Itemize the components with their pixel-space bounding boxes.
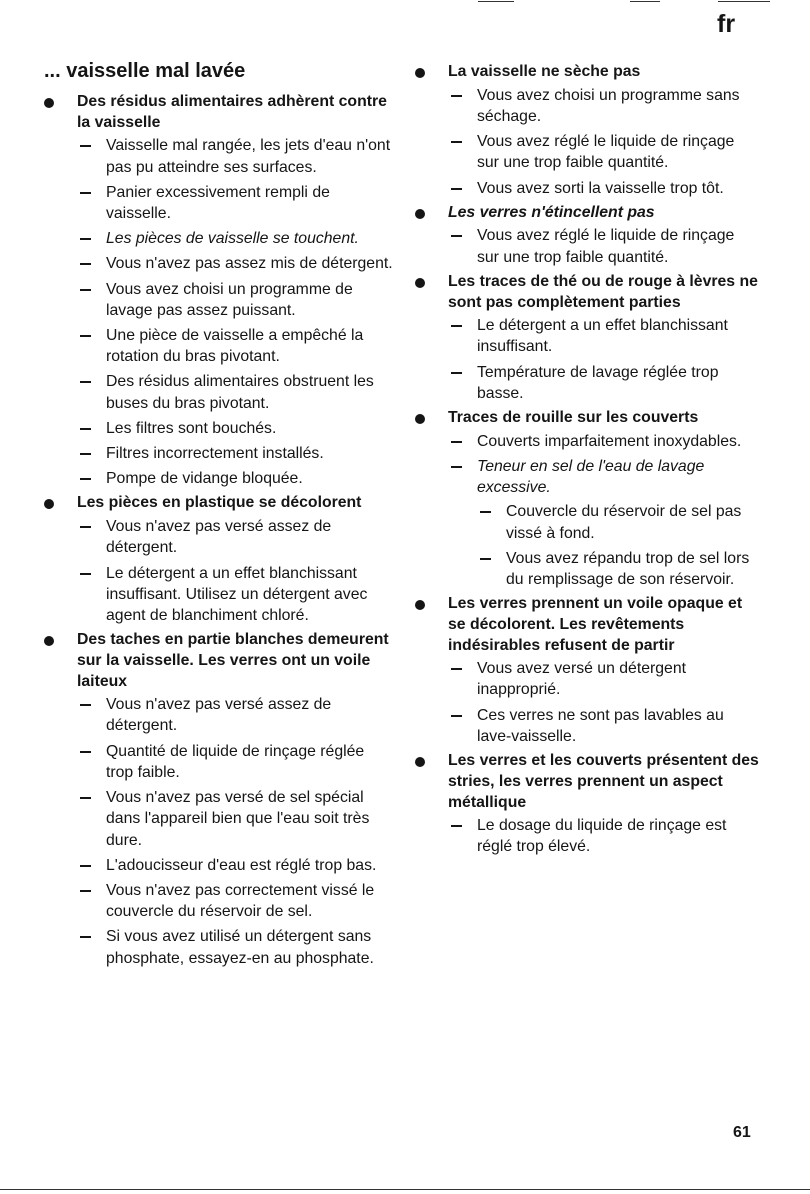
cause-list xyxy=(448,85,760,199)
cause-item xyxy=(77,516,394,558)
dash-icon xyxy=(451,141,462,143)
cause-item xyxy=(448,315,760,357)
section-heading: Les verres n'étincellent pas xyxy=(448,203,655,221)
cause-item xyxy=(77,418,394,439)
cause-text: Vous avez réglé le liquide de rinçage sur une trop faible quantité. xyxy=(477,133,735,172)
dash-icon xyxy=(451,441,462,443)
cause-text: Le détergent a un effet blanchissant insuffisant. Utilisez un détergent avec agent de blanchiment chloré. xyxy=(106,564,368,624)
dash-icon xyxy=(80,751,91,753)
problem-section xyxy=(415,203,760,268)
cause-list xyxy=(77,516,394,626)
dash-icon xyxy=(80,573,91,575)
dash-icon xyxy=(451,466,462,468)
cause-list xyxy=(448,815,760,857)
section-heading: Les pièces en plastique se décolorent xyxy=(77,494,362,512)
page-title: ... vaisselle mal lavée xyxy=(44,60,246,82)
cause-text: Vous avez versé un détergent inapproprié. xyxy=(477,660,687,699)
dash-icon xyxy=(451,188,462,190)
cause-text: Des résidus alimentaires obstruent les buses du bras pivotant. xyxy=(106,373,374,412)
cause-item xyxy=(77,787,394,851)
dash-icon xyxy=(451,825,462,827)
cause-item xyxy=(77,468,394,489)
cause-list xyxy=(448,658,760,747)
cause-item xyxy=(448,456,760,590)
dash-icon xyxy=(80,238,91,240)
dash-icon xyxy=(80,453,91,455)
cause-list xyxy=(448,315,760,404)
cause-item xyxy=(448,131,760,173)
section-heading: Des taches en partie blanches demeurent sur la vaisselle. Les verres ont un voile laiteux xyxy=(77,631,389,690)
cause-item xyxy=(77,563,394,627)
cause-item xyxy=(77,926,394,968)
dash-icon xyxy=(80,263,91,265)
cause-item xyxy=(448,85,760,127)
cause-text: Température de lavage réglée trop basse. xyxy=(477,363,719,402)
sub-cause-item xyxy=(477,548,760,590)
cause-item xyxy=(77,253,394,274)
dash-icon xyxy=(80,428,91,430)
bullet-icon xyxy=(44,98,54,108)
cause-item xyxy=(448,815,760,857)
page-number: 61 xyxy=(733,1124,751,1141)
problem-section xyxy=(415,594,760,747)
cause-text: Ces verres ne sont pas lavables au lave-vaisselle. xyxy=(477,706,724,745)
cause-item xyxy=(77,279,394,321)
cause-item xyxy=(448,431,760,452)
cause-item xyxy=(448,225,760,267)
section-heading: Les verres prennent un voile opaque et se décolorent. Les revêtements indésirables refusent de partir xyxy=(448,595,743,654)
cause-text: Vaisselle mal rangée, les jets d'eau n'ont pas pu atteindre ses surfaces. xyxy=(106,137,391,176)
sub-cause-text: Vous avez répandu trop de sel lors du remplissage de son réservoir. xyxy=(506,549,750,588)
cause-text: Vous avez réglé le liquide de rinçage sur une trop faible quantité. xyxy=(477,227,735,266)
cause-item xyxy=(448,658,760,700)
dash-icon xyxy=(80,797,91,799)
cause-text: L'adoucisseur d'eau est réglé trop bas. xyxy=(106,856,377,874)
cause-text: Vous n'avez pas correctement vissé le couvercle du réservoir de sel. xyxy=(106,881,375,921)
cause-text: Les pièces de vaisselle se touchent. xyxy=(106,230,359,248)
problem-section xyxy=(44,92,394,489)
section-heading: La vaisselle ne sèche pas xyxy=(448,63,641,80)
bullet-icon xyxy=(44,499,54,509)
problem-section xyxy=(44,493,394,626)
cause-list xyxy=(77,694,394,968)
bullet-icon xyxy=(415,209,425,219)
cause-text: Vous avez choisi un programme de lavage pas assez puissant. xyxy=(106,280,353,319)
problem-section xyxy=(44,630,394,969)
dash-icon xyxy=(80,478,91,480)
left-column xyxy=(44,92,394,973)
dash-icon xyxy=(80,145,91,147)
bullet-icon xyxy=(415,600,425,610)
cause-item xyxy=(448,362,760,404)
cause-text: Panier excessivement rempli de vaisselle. xyxy=(106,183,330,223)
cause-item xyxy=(77,228,394,249)
cause-item xyxy=(448,178,760,199)
cause-item xyxy=(77,880,394,922)
dash-icon xyxy=(80,335,91,337)
dash-icon xyxy=(80,704,91,706)
dash-icon xyxy=(80,192,91,194)
cause-item xyxy=(77,694,394,736)
dash-icon xyxy=(80,936,91,938)
dash-icon xyxy=(480,558,491,560)
cause-list xyxy=(448,225,760,267)
cause-item xyxy=(77,182,394,224)
cause-item xyxy=(77,135,394,177)
cause-item xyxy=(77,371,394,413)
sub-cause-list xyxy=(477,501,760,590)
bullet-icon xyxy=(415,414,425,424)
dash-icon xyxy=(80,381,91,383)
dash-icon xyxy=(80,289,91,291)
sub-cause-item xyxy=(477,501,760,543)
section-heading: Traces de rouille sur les couverts xyxy=(448,409,699,427)
cause-list xyxy=(448,431,760,590)
cause-text: Teneur en sel de l'eau de lavage excessive. xyxy=(477,457,705,497)
bullet-icon xyxy=(44,636,54,646)
problem-section xyxy=(415,62,760,199)
dash-icon xyxy=(80,890,91,892)
dash-icon xyxy=(451,715,462,717)
cause-item xyxy=(77,443,394,464)
dash-icon xyxy=(480,511,491,513)
top-rule xyxy=(718,1,770,2)
dash-icon xyxy=(451,95,462,97)
cause-text: Vous avez sorti la vaisselle trop tôt. xyxy=(477,179,724,197)
dash-icon xyxy=(80,865,91,867)
cause-text: Quantité de liquide de rinçage réglée trop faible. xyxy=(106,742,365,781)
cause-item xyxy=(77,855,394,876)
dash-icon xyxy=(451,325,462,327)
problem-section xyxy=(415,272,760,404)
right-column xyxy=(415,62,760,862)
bottom-rule xyxy=(0,1189,810,1190)
cause-item xyxy=(77,325,394,367)
language-code: fr xyxy=(717,10,736,38)
cause-list xyxy=(77,135,394,489)
top-rule xyxy=(478,1,514,2)
cause-text: Vous avez choisi un programme sans séchage. xyxy=(477,86,740,125)
cause-text: Couverts imparfaitement inoxydables. xyxy=(477,432,742,450)
bullet-icon xyxy=(415,757,425,767)
section-heading: Les traces de thé ou de rouge à lèvres ne sont pas complètement parties xyxy=(448,272,758,311)
bullet-icon xyxy=(415,278,425,288)
cause-text: Vous n'avez pas assez mis de détergent. xyxy=(106,255,393,273)
cause-text: Filtres incorrectement installés. xyxy=(106,445,324,463)
problem-section xyxy=(415,751,760,858)
cause-text: Vous n'avez pas versé assez de détergent. xyxy=(106,696,332,735)
cause-text: Le détergent a un effet blanchissant insuffisant. xyxy=(477,317,728,356)
cause-text: Si vous avez utilisé un détergent sans phosphate, essayez-en au phosphate. xyxy=(106,928,374,967)
dash-icon xyxy=(451,668,462,670)
sub-cause-text: Couvercle du réservoir de sel pas vissé à fond. xyxy=(506,503,742,542)
section-heading: Les verres et les couverts présentent des stries, les verres prennent un aspect métallique xyxy=(448,752,759,811)
cause-text: Les filtres sont bouchés. xyxy=(106,419,277,437)
cause-text: Vous n'avez pas versé de sel spécial dans l'appareil bien que l'eau soit très dure. xyxy=(106,789,370,849)
cause-text: Vous n'avez pas versé assez de détergent. xyxy=(106,518,332,557)
cause-text: Une pièce de vaisselle a empêché la rotation du bras pivotant. xyxy=(106,327,364,366)
problem-section xyxy=(415,408,760,590)
section-heading: Des résidus alimentaires adhèrent contre la vaisselle xyxy=(77,93,387,131)
cause-item xyxy=(77,741,394,783)
cause-text: Pompe de vidange bloquée. xyxy=(106,470,303,488)
dash-icon xyxy=(451,235,462,237)
dash-icon xyxy=(451,372,462,374)
top-rule xyxy=(630,1,660,2)
bullet-icon xyxy=(415,68,425,78)
cause-item xyxy=(448,705,760,747)
cause-text: Le dosage du liquide de rinçage est réglé trop élevé. xyxy=(477,817,727,856)
dash-icon xyxy=(80,526,91,528)
